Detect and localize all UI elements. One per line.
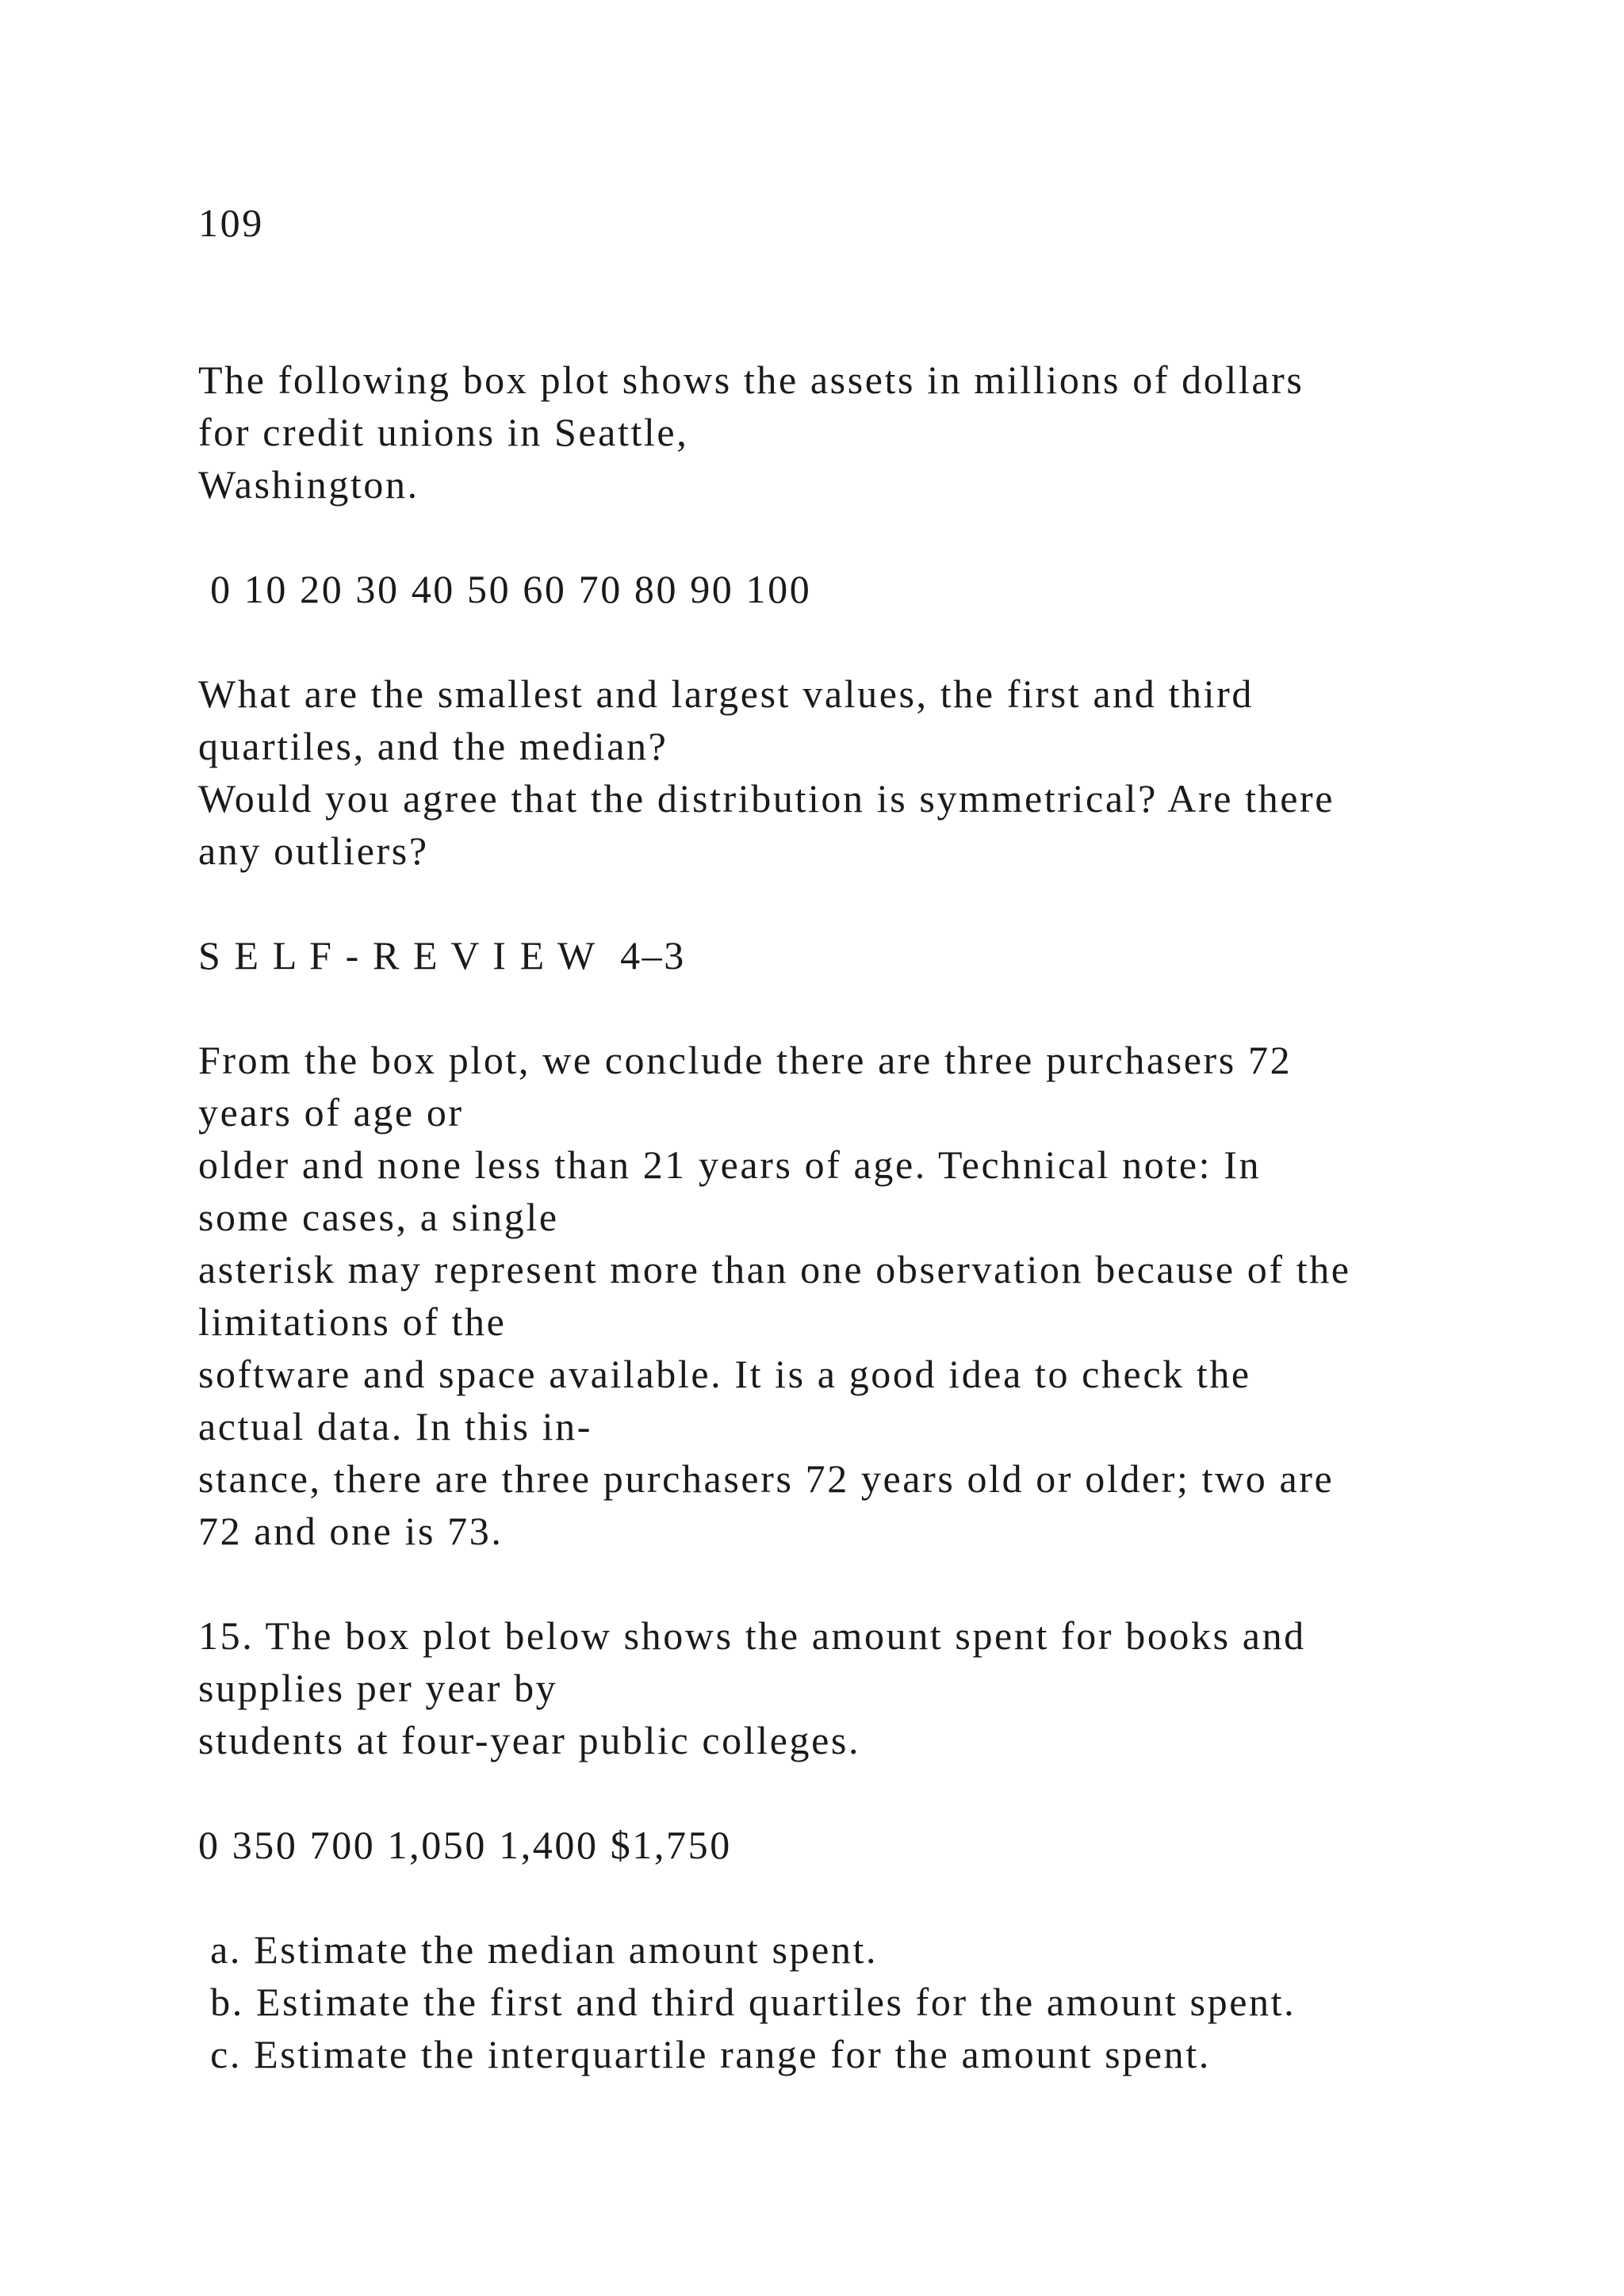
question-line-2: quartiles, and the median? xyxy=(198,724,668,768)
paragraph-line-8: actual data. In this in- xyxy=(198,1404,592,1448)
paragraph-line-4: some cases, a single xyxy=(198,1195,559,1239)
task-c: c. Estimate the interquartile range for the amount spent. xyxy=(198,2032,1211,2076)
paragraph-line-9: stance, there are three purchasers 72 years old or older; two are xyxy=(198,1456,1335,1501)
exercise-15-line-1: 15. The box plot below shows the amount spent for books and xyxy=(198,1613,1306,1658)
page-number: 109 xyxy=(198,201,264,245)
paragraph-line-5: asterisk may represent more than one observation because of the xyxy=(198,1247,1351,1292)
self-review-heading: S E L F - R E V I E W 4–3 xyxy=(198,933,686,978)
axis-ticks-assets: 0 10 20 30 40 50 60 70 80 90 100 xyxy=(198,567,812,611)
question-line-3: Would you agree that the distribution is symmetrical? Are there xyxy=(198,776,1335,821)
exercise-15-line-2: supplies per year by xyxy=(198,1666,558,1710)
intro-line-3: Washington. xyxy=(198,462,419,507)
exercise-15-line-3: students at four-year public colleges. xyxy=(198,1718,861,1762)
task-b: b. Estimate the first and third quartiles for the amount spent. xyxy=(198,1980,1297,2024)
paragraph-line-10: 72 and one is 73. xyxy=(198,1509,504,1553)
task-a: a. Estimate the median amount spent. xyxy=(198,1927,879,1972)
paragraph-line-7: software and space available. It is a good idea to check the xyxy=(198,1352,1251,1396)
question-line-4: any outliers? xyxy=(198,828,429,873)
axis-ticks-spending: 0 350 700 1,050 1,400 $1,750 xyxy=(198,1823,732,1867)
paragraph-line-1: From the box plot, we conclude there are three purchasers 72 xyxy=(198,1038,1293,1082)
paragraph-line-3: older and none less than 21 years of age. Technical note: In xyxy=(198,1142,1262,1187)
question-line-1: What are the smallest and largest values, the first and third xyxy=(198,672,1254,716)
paragraph-line-2: years of age or xyxy=(198,1090,464,1135)
paragraph-line-6: limitations of the xyxy=(198,1299,507,1344)
intro-line-2: for credit unions in Seattle, xyxy=(198,410,689,454)
intro-line-1: The following box plot shows the assets in millions of dollars xyxy=(198,358,1304,402)
